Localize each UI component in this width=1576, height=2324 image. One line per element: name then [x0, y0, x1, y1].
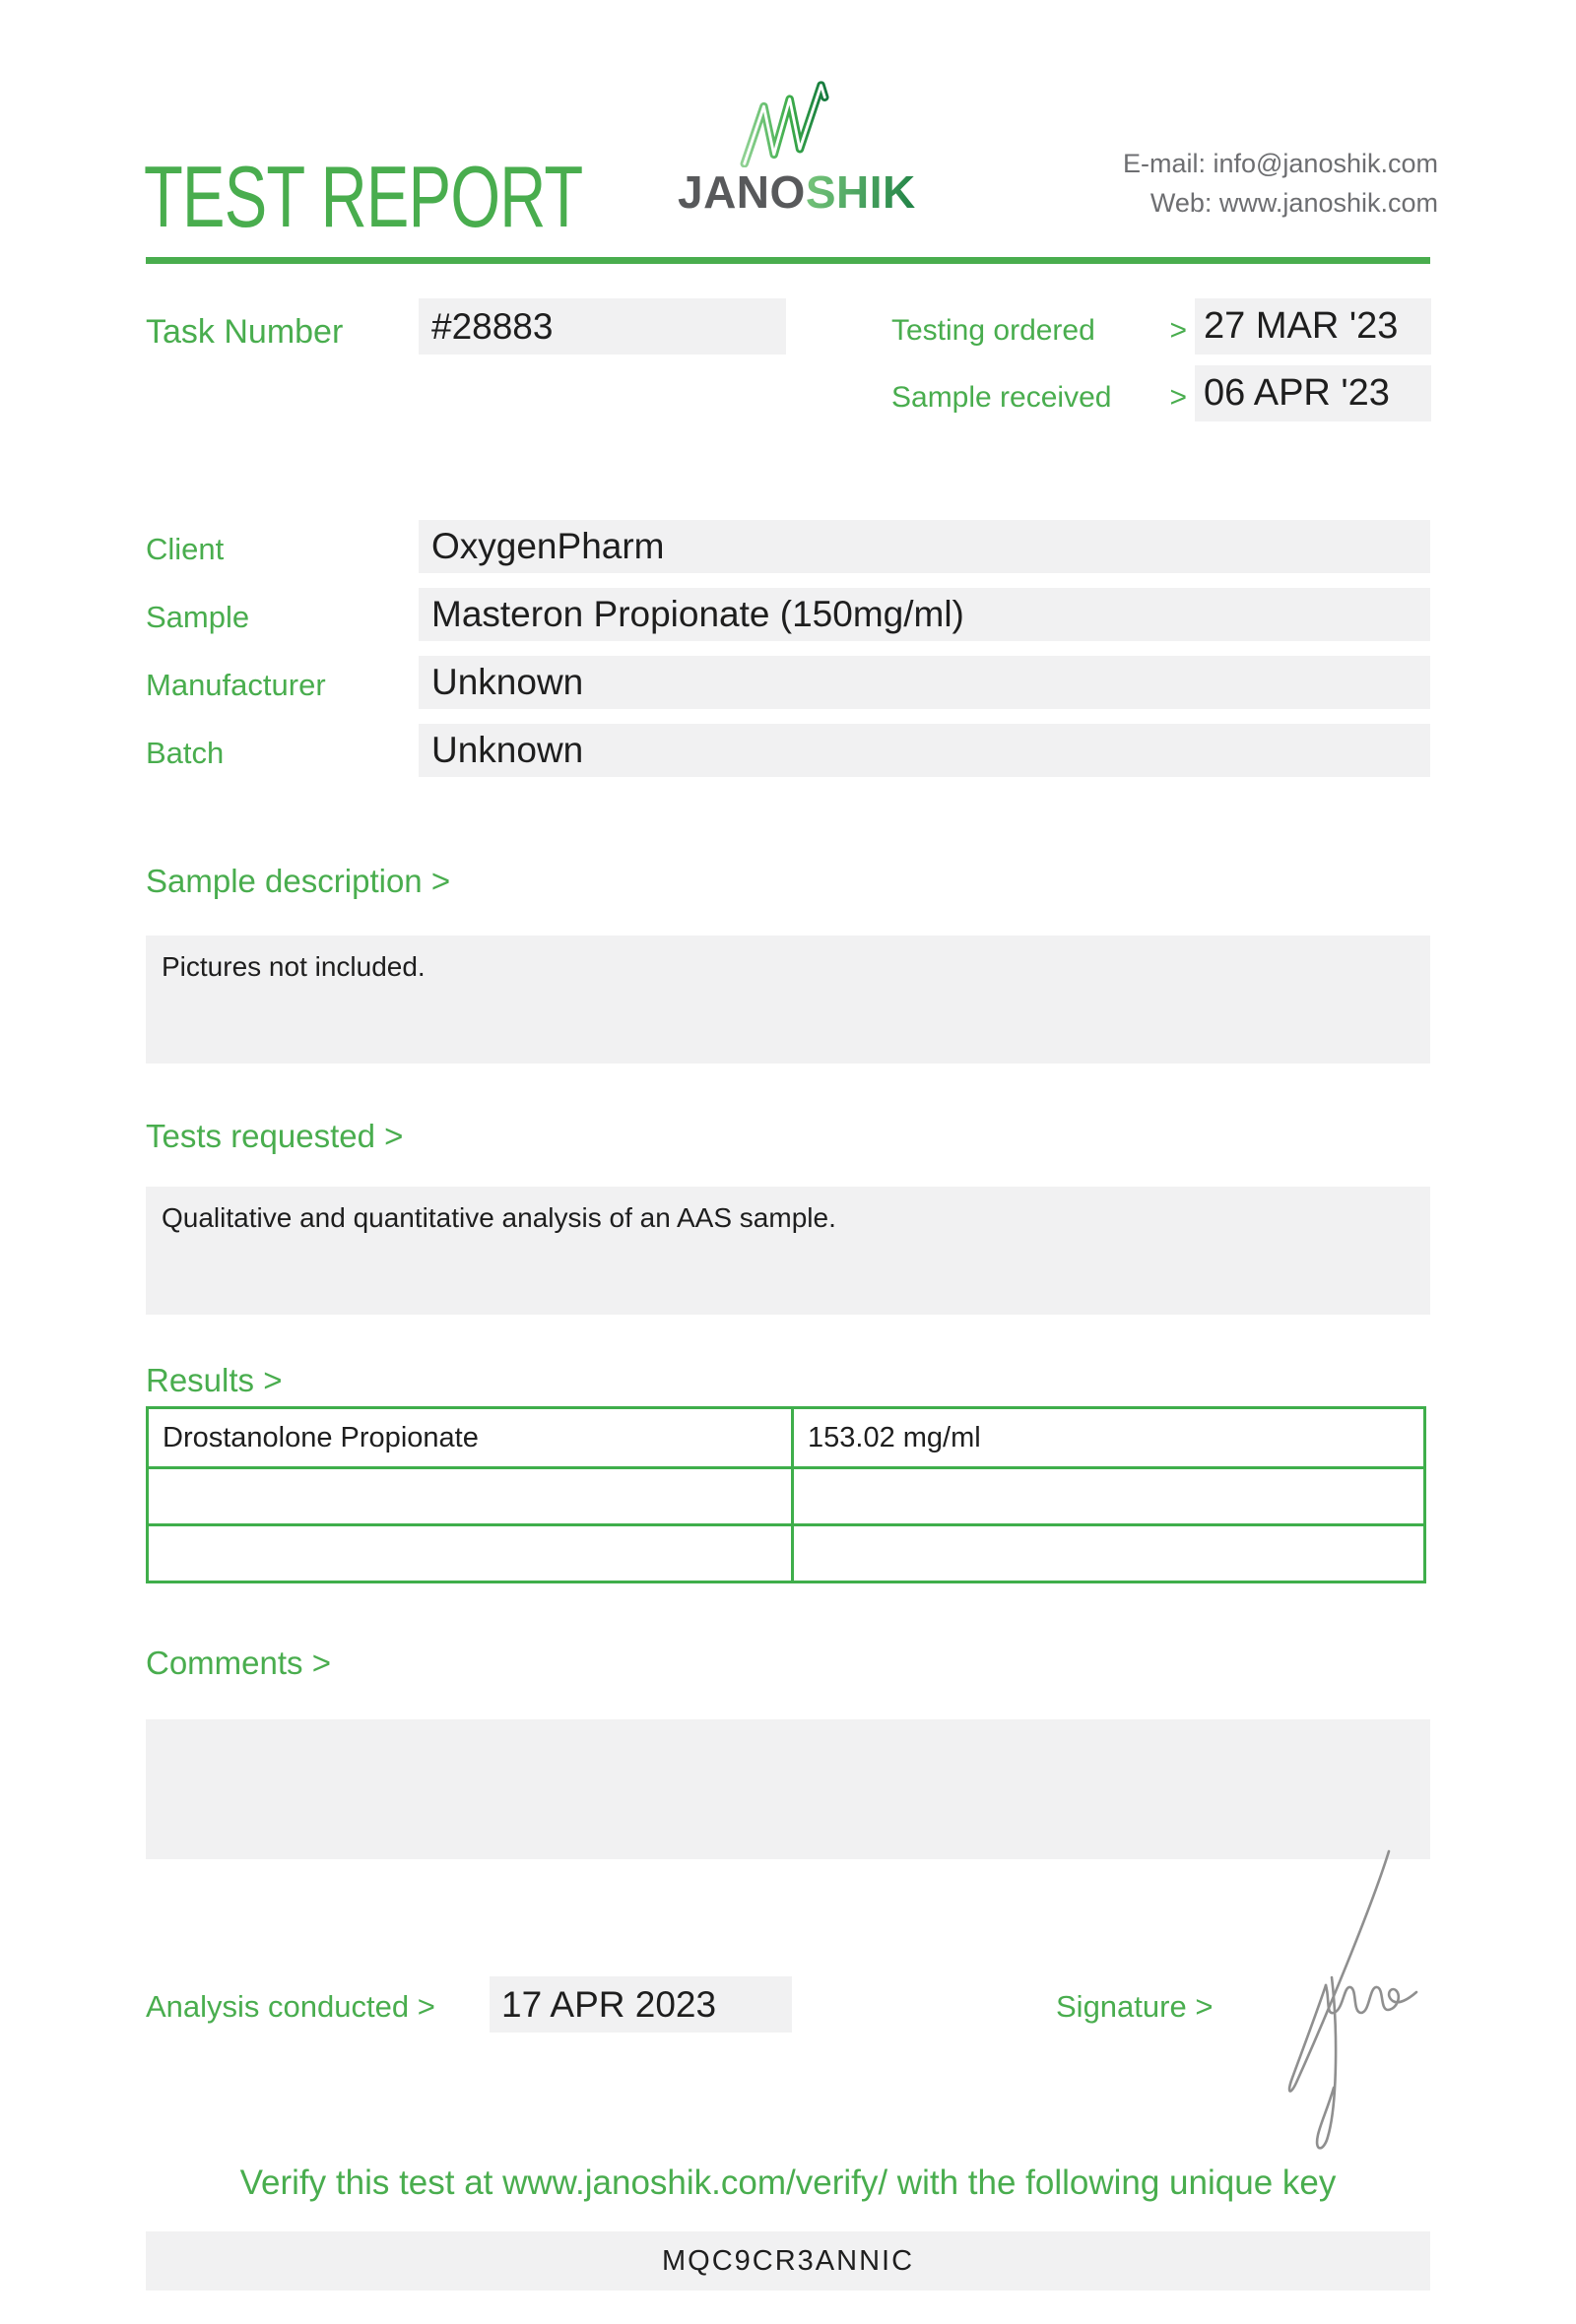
sample-received-label: Sample received — [891, 381, 1112, 414]
comments-box — [146, 1719, 1430, 1859]
results-heading: Results > — [146, 1362, 283, 1398]
header-divider — [146, 257, 1430, 264]
contact-email: E-mail: info@janoshik.com — [1122, 149, 1438, 178]
batch-value: Unknown — [431, 730, 584, 770]
analysis-date-box — [490, 1976, 792, 2033]
result-value-cell — [791, 1523, 1423, 1581]
results-table — [146, 1406, 1426, 1583]
testing-ordered-label: Testing ordered — [891, 314, 1095, 347]
contact-web: Web: www.janoshik.com — [1149, 188, 1438, 218]
logo-chart-icon — [737, 79, 833, 167]
analysis-date: 17 APR 2023 — [501, 1984, 717, 2025]
batch-label: Batch — [146, 736, 225, 770]
client-label: Client — [146, 532, 225, 566]
testing-ordered-row — [891, 316, 1187, 346]
page-title: TEST REPORT — [144, 148, 583, 245]
result-value-cell — [791, 1466, 1423, 1523]
arrow-glyph: > — [1169, 314, 1187, 347]
result-name-cell — [149, 1523, 791, 1581]
tests-requested-text: Qualitative and quantitative analysis of an AAS sample. — [162, 1202, 836, 1233]
testing-ordered-box — [1195, 298, 1431, 355]
sample-label: Sample — [146, 600, 250, 634]
manufacturer-box — [419, 656, 1430, 709]
client-box — [419, 520, 1430, 573]
manufacturer-value: Unknown — [431, 662, 584, 702]
sample-description-box — [146, 936, 1430, 1064]
contact-info — [985, 144, 1438, 223]
comments-heading: Comments > — [146, 1645, 331, 1681]
sample-received-row — [891, 383, 1187, 413]
result-value-cell: 153.02 mg/ml — [791, 1409, 1423, 1466]
verify-instruction: Verify this test at www.janoshik.com/verify/ with the following unique key — [239, 2163, 1337, 2202]
manufacturer-label: Manufacturer — [146, 668, 326, 702]
signature-handwriting — [1273, 1840, 1430, 2169]
task-number-value: #28883 — [431, 306, 554, 347]
tests-requested-heading: Tests requested > — [146, 1118, 404, 1154]
logo-wordmark — [678, 166, 916, 218]
result-name-cell: Drostanolone Propionate — [149, 1409, 791, 1466]
sample-description-text: Pictures not included. — [162, 951, 426, 982]
arrow-glyph: > — [1169, 381, 1187, 414]
verify-key: MQC9CR3ANNIC — [661, 2245, 915, 2277]
verify-key-box — [146, 2231, 1430, 2291]
task-number-label: Task Number — [146, 313, 344, 351]
logo-shik: SHIK — [805, 166, 916, 218]
signature-label: Signature > — [1056, 1989, 1214, 2024]
analysis-conducted-label: Analysis conducted > — [146, 1989, 435, 2024]
batch-box — [419, 724, 1430, 777]
sample-received-date: 06 APR '23 — [1204, 372, 1390, 414]
sample-description-heading: Sample description > — [146, 863, 451, 899]
result-name-cell — [149, 1466, 791, 1523]
client-value: OxygenPharm — [431, 526, 665, 566]
testing-ordered-date: 27 MAR '23 — [1204, 305, 1399, 347]
logo-jano: JANO — [678, 166, 806, 218]
sample-box — [419, 588, 1430, 641]
task-number-box — [419, 298, 786, 355]
tests-requested-box — [146, 1187, 1430, 1315]
sample-value: Masteron Propionate (150mg/ml) — [431, 594, 964, 634]
sample-received-box — [1195, 365, 1431, 421]
